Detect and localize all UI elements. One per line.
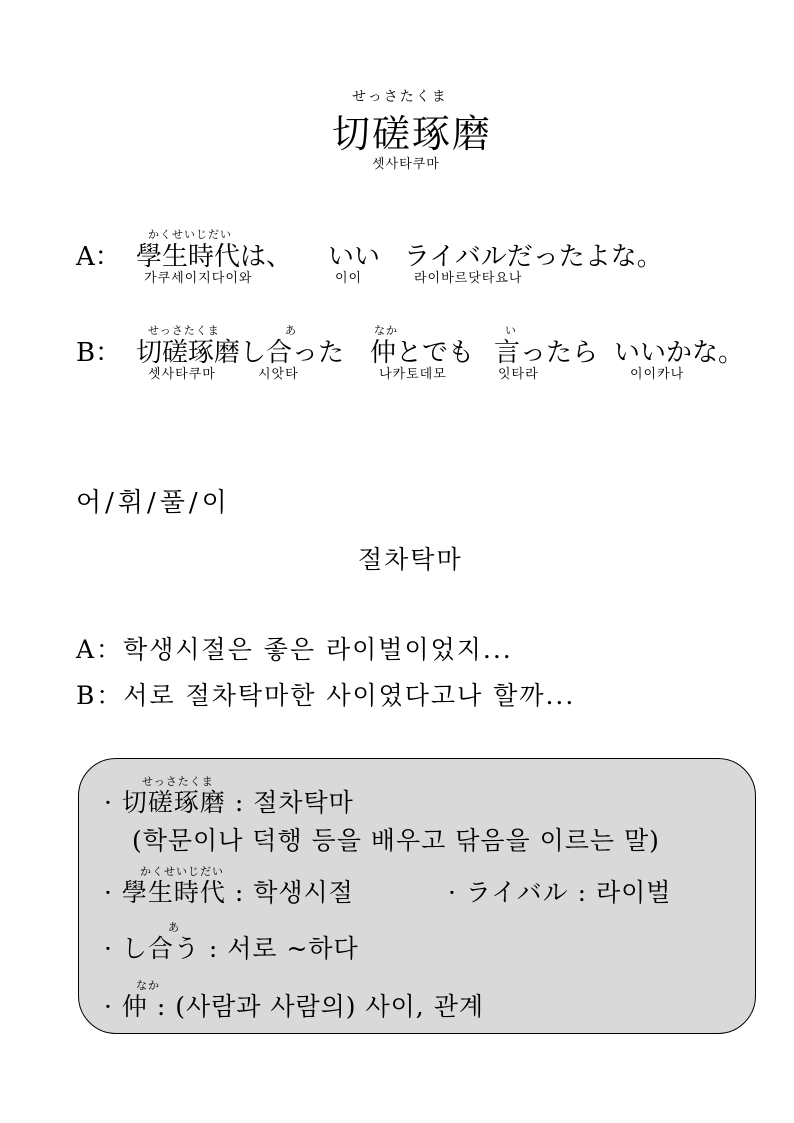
translation-b: B：서로 절차탁마한 사이였다고나 할까... (76, 681, 576, 710)
title-korean-reading: 셋사타쿠마 (372, 157, 440, 172)
dialogue-b-reading1: 셋사타쿠마 (148, 367, 216, 382)
vocab-item5-furigana: なか (136, 979, 160, 992)
vocab-item1-desc: (학문이나 덕행 등을 배우고 닦음을 이르는 말) (132, 826, 660, 855)
vocab-item4-furigana: あ (168, 921, 180, 934)
dialogue-b-furigana1: せっさたくま (148, 324, 220, 337)
vocab-item4-term: · し合う : 서로 ~하다 (104, 934, 359, 963)
dialogue-b-speaker: B： (76, 338, 122, 368)
vocab-item5-term: · 仲 : (사람과 사람의) 사이, 관계 (104, 992, 485, 1021)
title-furigana: せっさたくま (352, 89, 448, 105)
dialogue-a-seg3: ライバルだったよな。 (404, 242, 663, 272)
translation-title: 절차탁마 (358, 545, 463, 574)
dialogue-b-furigana3: なか (374, 324, 398, 337)
translation-a: A：학생시절은 좋은 라이벌이었지... (76, 635, 513, 664)
vocab-item3-term: · ライバル : 라이벌 (448, 878, 672, 907)
dialogue-b-reading4: 잇타라 (498, 367, 539, 382)
dialogue-a-seg1: 學生時代は、 (136, 242, 293, 272)
dialogue-a-reading3: 라이바르닷타요나 (414, 271, 523, 286)
dialogue-a-reading2: 이이 (335, 271, 363, 286)
dialogue-b-reading2: 시앗타 (258, 367, 299, 382)
vocab-item2-furigana: かくせいじだい (140, 865, 224, 878)
vocab-item2-term: · 學生時代 : 학생시절 (104, 878, 354, 907)
dialogue-b-furigana2: あ (285, 324, 297, 337)
dialogue-a-reading1: 가쿠세이지다이와 (144, 271, 253, 286)
vocab-item1-furigana: せっさたくま (142, 775, 214, 788)
dialogue-b-seg1: 切磋琢磨し合った (136, 338, 345, 368)
title-kanji: 切磋琢磨 (332, 112, 493, 156)
dialogue-b-seg4: いいかな。 (614, 338, 745, 368)
dialogue-a-furigana: かくせいじだい (148, 228, 232, 241)
dialogue-b-furigana4: い (505, 324, 517, 337)
vocab-item1-term: · 切磋琢磨 : 절차탁마 (104, 788, 354, 817)
dialogue-b-seg3: 言ったら (494, 338, 599, 368)
dialogue-b-reading3: 나카토데모 (379, 367, 447, 382)
dialogue-b-seg2: 仲とでも (370, 338, 475, 368)
dialogue-a-seg2: いい (328, 242, 381, 272)
dialogue-b-reading5: 이이카나 (630, 367, 685, 382)
dialogue-a-speaker: A： (76, 242, 121, 272)
vocab-heading: 어/휘/풀/이 (76, 488, 231, 518)
